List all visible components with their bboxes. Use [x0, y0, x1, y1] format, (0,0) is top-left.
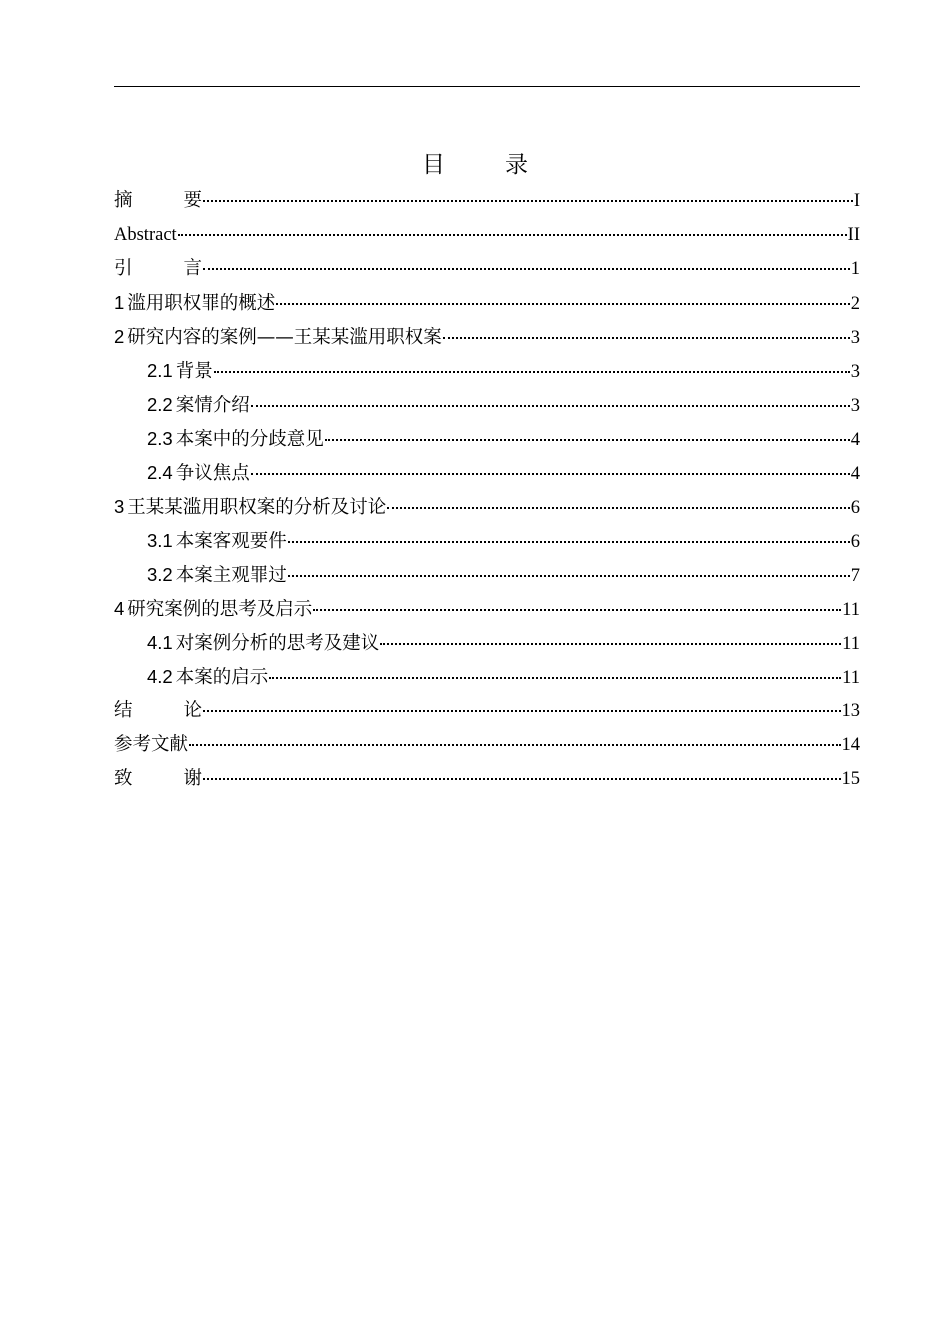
header-rule	[114, 86, 860, 87]
toc-entry-conclusion[interactable]	[114, 696, 860, 730]
toc-number: 2.3	[147, 428, 173, 449]
toc-entry-chapter-1[interactable]	[114, 288, 860, 322]
toc-label: 王某某滥用职权案的分析及讨论	[127, 497, 387, 518]
table-of-contents	[114, 186, 860, 798]
toc-label: 本案的启示	[175, 667, 269, 688]
toc-number: 4.2	[147, 666, 173, 687]
dot-leader	[387, 506, 849, 509]
toc-entry-section-4-1[interactable]	[114, 628, 860, 662]
toc-number: 1	[114, 292, 125, 313]
toc-page-number: 13	[841, 701, 860, 721]
toc-number: 4.1	[147, 632, 173, 653]
toc-label: 本案主观罪过	[175, 565, 287, 586]
toc-entry-acknowledgements[interactable]	[114, 764, 860, 798]
toc-page-number: I	[853, 191, 860, 211]
toc-entry-section-3-1[interactable]	[114, 526, 860, 560]
dot-leader	[288, 574, 850, 577]
toc-entry-section-2-2[interactable]	[114, 390, 860, 424]
toc-entry-chapter-4[interactable]	[114, 594, 860, 628]
toc-label-char2: 要	[183, 190, 202, 211]
toc-label-char1: 摘	[114, 190, 133, 211]
toc-entry-section-2-4[interactable]	[114, 458, 860, 492]
dot-leader	[189, 743, 840, 746]
toc-page-number: 3	[850, 328, 860, 348]
toc-label: 研究内容的案例——王某某滥用职权案	[127, 327, 442, 348]
toc-label: 案情介绍	[175, 395, 250, 416]
toc-title-part2: 录	[505, 152, 528, 178]
toc-entry-section-2-3[interactable]	[114, 424, 860, 458]
toc-entry-abstract-en[interactable]	[114, 220, 860, 254]
dot-leader	[443, 336, 850, 339]
toc-number: 2.1	[147, 360, 173, 381]
toc-number: 2.4	[147, 462, 173, 483]
toc-page-number: 11	[842, 600, 860, 620]
toc-page-number: 2	[850, 294, 860, 314]
toc-page-number: 1	[850, 259, 860, 279]
dot-leader	[288, 540, 850, 543]
toc-page-number: 7	[850, 566, 860, 586]
toc-page-number: II	[847, 225, 860, 245]
dot-leader	[380, 642, 841, 645]
toc-number: 3.1	[147, 530, 173, 551]
toc-label-char2: 谢	[183, 768, 202, 789]
toc-page-number: 15	[841, 769, 860, 789]
toc-page-number: 4	[850, 430, 860, 450]
toc-page-number: 11	[842, 634, 860, 654]
toc-label: 参考文献	[114, 734, 189, 755]
toc-title-part1: 目	[422, 152, 445, 178]
toc-number: 3.2	[147, 564, 173, 585]
toc-number: 2.2	[147, 394, 173, 415]
dot-leader	[203, 199, 853, 202]
toc-label: Abstract	[114, 225, 177, 245]
dot-leader	[203, 267, 850, 270]
toc-title	[0, 148, 950, 182]
toc-entry-abstract-cn[interactable]	[114, 186, 860, 220]
toc-page-number: 6	[850, 532, 860, 552]
dot-leader	[269, 676, 841, 679]
dot-leader	[178, 233, 847, 236]
toc-entry-intro[interactable]	[114, 254, 860, 288]
dot-leader	[276, 302, 849, 305]
toc-label: 争议焦点	[175, 463, 250, 484]
toc-label-char1: 结	[114, 700, 133, 721]
toc-label-char2: 言	[183, 258, 202, 279]
toc-page-number: 14	[841, 735, 860, 755]
toc-entry-section-2-1[interactable]	[114, 356, 860, 390]
dot-leader	[313, 608, 841, 611]
toc-page-number: 4	[850, 464, 860, 484]
toc-page-number: 3	[850, 362, 860, 382]
toc-page-number: 6	[850, 498, 860, 518]
toc-entry-references[interactable]	[114, 730, 860, 764]
toc-label: 研究案例的思考及启示	[127, 599, 313, 620]
dot-leader	[203, 709, 841, 712]
toc-page-number: 11	[842, 668, 860, 688]
toc-label-char2: 论	[183, 700, 202, 721]
toc-entry-section-4-2[interactable]	[114, 662, 860, 696]
dot-leader	[214, 370, 850, 373]
toc-page-number: 3	[850, 396, 860, 416]
toc-label: 滥用职权罪的概述	[127, 293, 276, 314]
toc-label: 本案客观要件	[175, 531, 287, 552]
toc-label-char1: 引	[114, 258, 133, 279]
toc-number: 3	[114, 496, 125, 517]
toc-number: 4	[114, 598, 125, 619]
dot-leader	[203, 777, 841, 780]
toc-entry-chapter-3[interactable]	[114, 492, 860, 526]
toc-number: 2	[114, 326, 125, 347]
toc-entry-section-3-2[interactable]	[114, 560, 860, 594]
toc-label: 背景	[175, 361, 213, 382]
dot-leader	[325, 438, 850, 441]
dot-leader	[251, 404, 850, 407]
dot-leader	[251, 472, 850, 475]
toc-label: 对案例分析的思考及建议	[175, 633, 380, 654]
toc-entry-chapter-2[interactable]	[114, 322, 860, 356]
toc-label-char1: 致	[114, 768, 133, 789]
toc-label: 本案中的分歧意见	[175, 429, 324, 450]
